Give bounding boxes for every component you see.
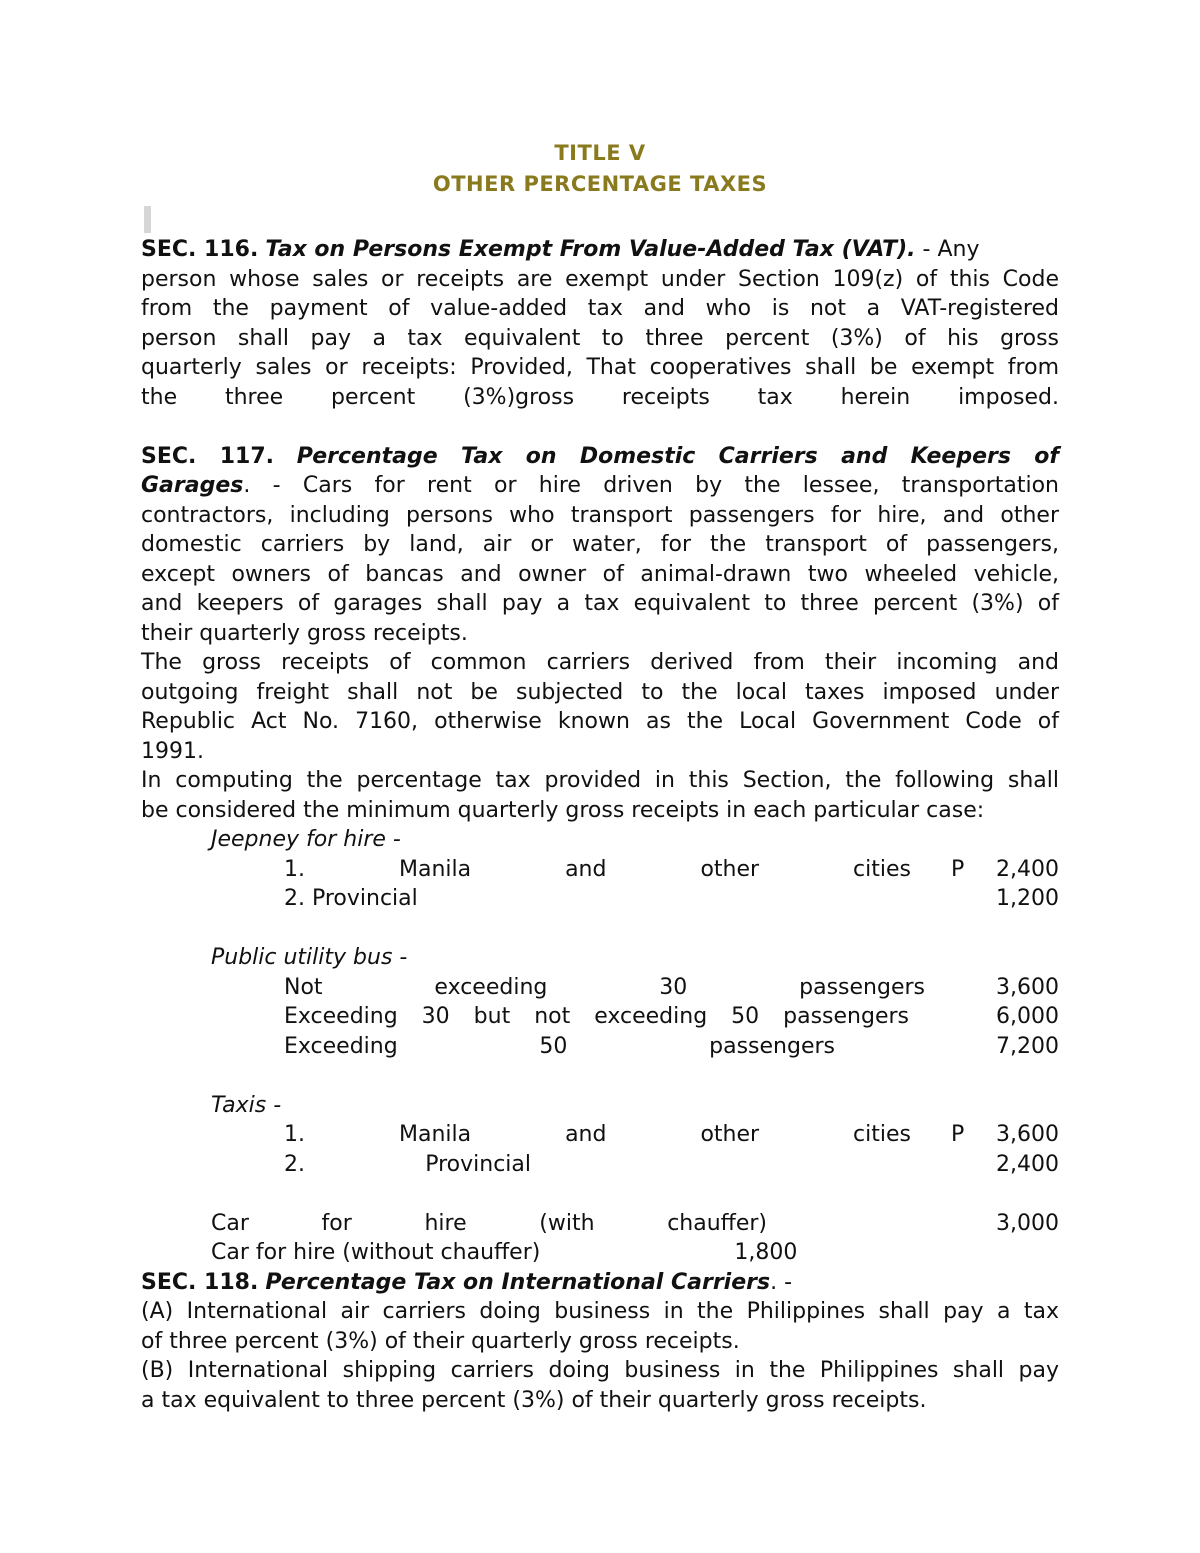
row-amount: 3,600: [996, 1122, 1059, 1147]
table-row: [284, 1032, 1059, 1062]
row-amount: 7,200: [996, 1033, 1059, 1059]
sec-117-heading-cont: Garages: [141, 473, 244, 498]
sec-117-number: SEC. 117.: [141, 443, 274, 469]
sec-117-line: and keepers of garages shall pay a tax equivalent to three percent (3%) of: [141, 591, 1059, 616]
section-117: [141, 442, 1059, 1268]
table-row: [284, 1120, 1059, 1150]
sec-118-dash: . -: [770, 1269, 793, 1295]
text-cursor-marker: [144, 206, 151, 233]
jeepney-label: Jeepney for hire -: [211, 827, 401, 852]
sec-116-line: person whose sales or receipts are exempt under Section 109(z) of this Code: [141, 266, 1059, 292]
row-amount: 1,200: [996, 886, 1059, 911]
title-line-2: OTHER PERCENTAGE TAXES: [432, 172, 768, 196]
section-116: [141, 235, 1059, 412]
row-label: 1. Manila and other cities: [284, 1122, 911, 1147]
row-label: Car for hire (without chauffer): [211, 1240, 541, 1265]
row-currency: P: [951, 1122, 965, 1147]
row-label: 2. Provincial: [284, 886, 418, 911]
sec-117-heading: Percentage Tax on Domestic Carriers and Keepers of: [296, 443, 1059, 469]
sec-117-line: In computing the percentage tax provided in this Section, the following shall: [141, 768, 1059, 793]
sec-118-number: SEC. 118.: [141, 1269, 259, 1295]
row-label: Car for hire (with chauffer): [211, 1210, 767, 1236]
table-row: [284, 1150, 1059, 1180]
sec-117-line: Republic Act No. 7160, otherwise known as the Local Government Code of: [141, 709, 1059, 734]
sec-117-line: . - Cars for rent or hire driven by the lessee, transportation: [243, 473, 1059, 498]
section-118: [141, 1268, 1059, 1416]
sec-117-line: their quarterly gross receipts.: [141, 620, 468, 646]
row-amount: 2,400: [996, 1151, 1059, 1177]
sec-117-line: domestic carriers by land, air or water, for the transport of passengers,: [141, 532, 1059, 557]
sec-116-line: - Any: [922, 237, 980, 262]
sec-116-number: SEC. 116.: [141, 237, 259, 262]
sec-117-line: 1991.: [141, 738, 204, 764]
sec-118-line: of three percent (3%) of their quarterly gross receipts.: [141, 1328, 740, 1354]
sec-116-heading: Tax on Persons Exempt From Value-Added Tax (VAT).: [265, 237, 916, 262]
title-line-1: TITLE V: [554, 141, 646, 165]
table-row: [211, 1209, 1059, 1239]
table-row: [211, 1238, 1059, 1268]
row-amount: 3,000: [996, 1210, 1059, 1236]
sec-118-line: (B) International shipping carriers doing business in the Philippines shall pay: [141, 1358, 1059, 1383]
sec-118-line: a tax equivalent to three percent (3%) of their quarterly gross receipts.: [141, 1387, 927, 1413]
sec-116-line: person shall pay a tax equivalent to three percent (3%) of his gross: [141, 325, 1059, 351]
table-row: [284, 973, 1059, 1003]
row-label: Exceeding 30 but not exceeding 50 passengers: [284, 1004, 909, 1029]
sec-116-line: the three percent (3%)gross receipts tax herein imposed.: [141, 384, 1059, 410]
row-label: 2. Provincial: [284, 1151, 531, 1177]
sec-117-line: be considered the minimum quarterly gross receipts in each particular case:: [141, 797, 985, 823]
sec-116-line: quarterly sales or receipts: Provided, That cooperatives shall be exempt from: [141, 355, 1059, 380]
row-label: Not exceeding 30 passengers: [284, 974, 925, 1000]
sec-118-heading: Percentage Tax on International Carriers: [265, 1269, 771, 1295]
row-amount: 6,000: [996, 1004, 1059, 1029]
table-row: [284, 1002, 1059, 1032]
sec-117-line: except owners of bancas and owner of animal-drawn two wheeled vehicle,: [141, 561, 1059, 587]
table-row: [284, 884, 1059, 914]
row-amount: 1,800: [734, 1240, 798, 1265]
document-page: [141, 138, 1059, 1415]
sec-117-line: The gross receipts of common carriers derived from their incoming and: [141, 650, 1059, 675]
row-label: 1. Manila and other cities: [284, 856, 911, 882]
row-amount: 3,600: [996, 974, 1059, 1000]
row-label: Exceeding 50 passengers: [284, 1033, 835, 1059]
taxis-label: Taxis -: [211, 1092, 282, 1118]
table-row: [284, 855, 1059, 885]
sec-117-line: contractors, including persons who transport passengers for hire, and other: [141, 502, 1059, 528]
sec-117-line: outgoing freight shall not be subjected to the local taxes imposed under: [141, 679, 1059, 705]
row-currency: P: [951, 856, 965, 882]
bus-label: Public utility bus -: [211, 945, 408, 970]
sec-118-line: (A) International air carriers doing business in the Philippines shall pay a tax: [141, 1299, 1059, 1324]
row-amount: 2,400: [996, 856, 1059, 882]
sec-116-line: from the payment of value-added tax and who is not a VAT-registered: [141, 296, 1059, 321]
